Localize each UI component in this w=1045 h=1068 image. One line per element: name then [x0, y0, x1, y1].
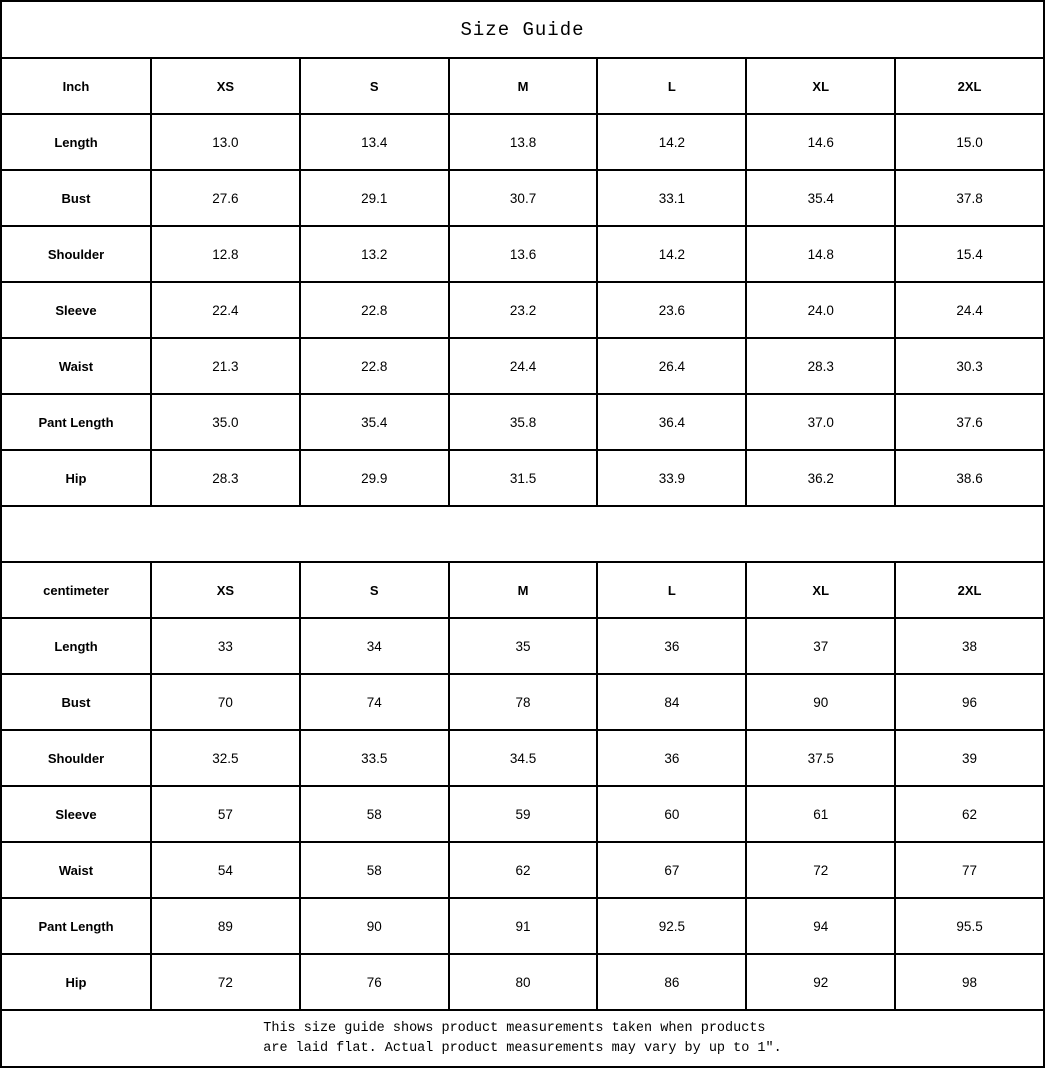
measurement-value: 26.4: [597, 338, 746, 394]
table-row: [1, 730, 1044, 786]
measurement-value: 36.4: [597, 394, 746, 450]
section-header-row: [1, 562, 1044, 618]
measurement-value: 38: [895, 618, 1044, 674]
measurement-value: 76: [300, 954, 449, 1010]
measurement-value: 14.2: [597, 114, 746, 170]
measurement-value: 28.3: [746, 338, 895, 394]
title-row: [1, 1, 1044, 58]
measurement-value: 54: [151, 842, 300, 898]
table-row: [1, 338, 1044, 394]
measurement-value: 74: [300, 674, 449, 730]
table-body: [1, 1, 1044, 1067]
measurement-value: 37.8: [895, 170, 1044, 226]
measurement-value: 57: [151, 786, 300, 842]
measurement-value: 36: [597, 730, 746, 786]
row-label: Waist: [1, 842, 151, 898]
measurement-value: 62: [449, 842, 598, 898]
row-label: Pant Length: [1, 898, 151, 954]
measurement-value: 28.3: [151, 450, 300, 506]
size-header: M: [449, 562, 598, 618]
measurement-value: 31.5: [449, 450, 598, 506]
footer-note: [1, 1010, 1044, 1067]
footer-line-2: are laid flat. Actual product measurements may vary by up to 1″.: [263, 1040, 782, 1056]
measurement-value: 36: [597, 618, 746, 674]
footer-row: [1, 1010, 1044, 1067]
size-header: XS: [151, 58, 300, 114]
measurement-value: 60: [597, 786, 746, 842]
measurement-value: 96: [895, 674, 1044, 730]
measurement-value: 84: [597, 674, 746, 730]
measurement-value: 13.4: [300, 114, 449, 170]
measurement-value: 30.3: [895, 338, 1044, 394]
measurement-value: 80: [449, 954, 598, 1010]
measurement-value: 89: [151, 898, 300, 954]
size-header: XS: [151, 562, 300, 618]
measurement-value: 90: [300, 898, 449, 954]
measurement-value: 14.2: [597, 226, 746, 282]
size-header: L: [597, 58, 746, 114]
measurement-value: 34: [300, 618, 449, 674]
measurement-value: 39: [895, 730, 1044, 786]
section-separator: [1, 506, 1044, 562]
measurement-value: 35.4: [300, 394, 449, 450]
measurement-value: 35.4: [746, 170, 895, 226]
measurement-value: 13.0: [151, 114, 300, 170]
table-row: [1, 954, 1044, 1010]
size-header: XL: [746, 562, 895, 618]
measurement-value: 37: [746, 618, 895, 674]
size-header: XL: [746, 58, 895, 114]
row-label: Length: [1, 114, 151, 170]
section-separator-row: [1, 506, 1044, 562]
table-row: [1, 114, 1044, 170]
row-label: Waist: [1, 338, 151, 394]
measurement-value: 15.4: [895, 226, 1044, 282]
measurement-value: 21.3: [151, 338, 300, 394]
table-row: [1, 674, 1044, 730]
row-label: Hip: [1, 450, 151, 506]
table-row: [1, 394, 1044, 450]
measurement-value: 36.2: [746, 450, 895, 506]
row-label: Shoulder: [1, 226, 151, 282]
measurement-value: 30.7: [449, 170, 598, 226]
table-row: [1, 842, 1044, 898]
measurement-value: 34.5: [449, 730, 598, 786]
table-row: [1, 618, 1044, 674]
measurement-value: 14.8: [746, 226, 895, 282]
measurement-value: 62: [895, 786, 1044, 842]
measurement-value: 61: [746, 786, 895, 842]
measurement-value: 37.5: [746, 730, 895, 786]
measurement-value: 37.6: [895, 394, 1044, 450]
row-label: Bust: [1, 170, 151, 226]
measurement-value: 38.6: [895, 450, 1044, 506]
measurement-value: 92: [746, 954, 895, 1010]
measurement-value: 32.5: [151, 730, 300, 786]
measurement-value: 13.2: [300, 226, 449, 282]
measurement-value: 23.6: [597, 282, 746, 338]
page-title: Size Guide: [1, 1, 1044, 58]
row-label: Length: [1, 618, 151, 674]
row-label: Shoulder: [1, 730, 151, 786]
measurement-value: 24.0: [746, 282, 895, 338]
measurement-value: 24.4: [895, 282, 1044, 338]
measurement-value: 59: [449, 786, 598, 842]
measurement-value: 35: [449, 618, 598, 674]
size-header: M: [449, 58, 598, 114]
measurement-value: 29.9: [300, 450, 449, 506]
measurement-value: 95.5: [895, 898, 1044, 954]
row-label: Hip: [1, 954, 151, 1010]
measurement-value: 15.0: [895, 114, 1044, 170]
size-header: S: [300, 58, 449, 114]
measurement-value: 12.8: [151, 226, 300, 282]
measurement-value: 27.6: [151, 170, 300, 226]
footer-note-text: [263, 1019, 781, 1058]
measurement-value: 58: [300, 842, 449, 898]
measurement-value: 14.6: [746, 114, 895, 170]
measurement-value: 33: [151, 618, 300, 674]
measurement-value: 37.0: [746, 394, 895, 450]
size-header: 2XL: [895, 58, 1044, 114]
measurement-value: 24.4: [449, 338, 598, 394]
measurement-value: 35.0: [151, 394, 300, 450]
row-label: Pant Length: [1, 394, 151, 450]
row-label: Sleeve: [1, 786, 151, 842]
measurement-value: 13.8: [449, 114, 598, 170]
measurement-value: 78: [449, 674, 598, 730]
measurement-value: 77: [895, 842, 1044, 898]
table-row: [1, 282, 1044, 338]
measurement-value: 94: [746, 898, 895, 954]
measurement-value: 91: [449, 898, 598, 954]
measurement-value: 22.4: [151, 282, 300, 338]
table-row: [1, 450, 1044, 506]
measurement-value: 92.5: [597, 898, 746, 954]
unit-label: Inch: [1, 58, 151, 114]
measurement-value: 33.5: [300, 730, 449, 786]
row-label: Bust: [1, 674, 151, 730]
measurement-value: 67: [597, 842, 746, 898]
measurement-value: 58: [300, 786, 449, 842]
measurement-value: 70: [151, 674, 300, 730]
table-row: [1, 786, 1044, 842]
unit-label: centimeter: [1, 562, 151, 618]
table-row: [1, 898, 1044, 954]
size-header: 2XL: [895, 562, 1044, 618]
measurement-value: 33.1: [597, 170, 746, 226]
measurement-value: 86: [597, 954, 746, 1010]
size-header: L: [597, 562, 746, 618]
measurement-value: 72: [746, 842, 895, 898]
table-row: [1, 170, 1044, 226]
measurement-value: 23.2: [449, 282, 598, 338]
row-label: Sleeve: [1, 282, 151, 338]
measurement-value: 29.1: [300, 170, 449, 226]
measurement-value: 22.8: [300, 338, 449, 394]
measurement-value: 35.8: [449, 394, 598, 450]
measurement-value: 90: [746, 674, 895, 730]
size-header: S: [300, 562, 449, 618]
measurement-value: 72: [151, 954, 300, 1010]
section-header-row: [1, 58, 1044, 114]
measurement-value: 22.8: [300, 282, 449, 338]
measurement-value: 98: [895, 954, 1044, 1010]
table-row: [1, 226, 1044, 282]
measurement-value: 33.9: [597, 450, 746, 506]
measurement-value: 13.6: [449, 226, 598, 282]
footer-line-1: This size guide shows product measurements taken when products: [263, 1020, 766, 1036]
